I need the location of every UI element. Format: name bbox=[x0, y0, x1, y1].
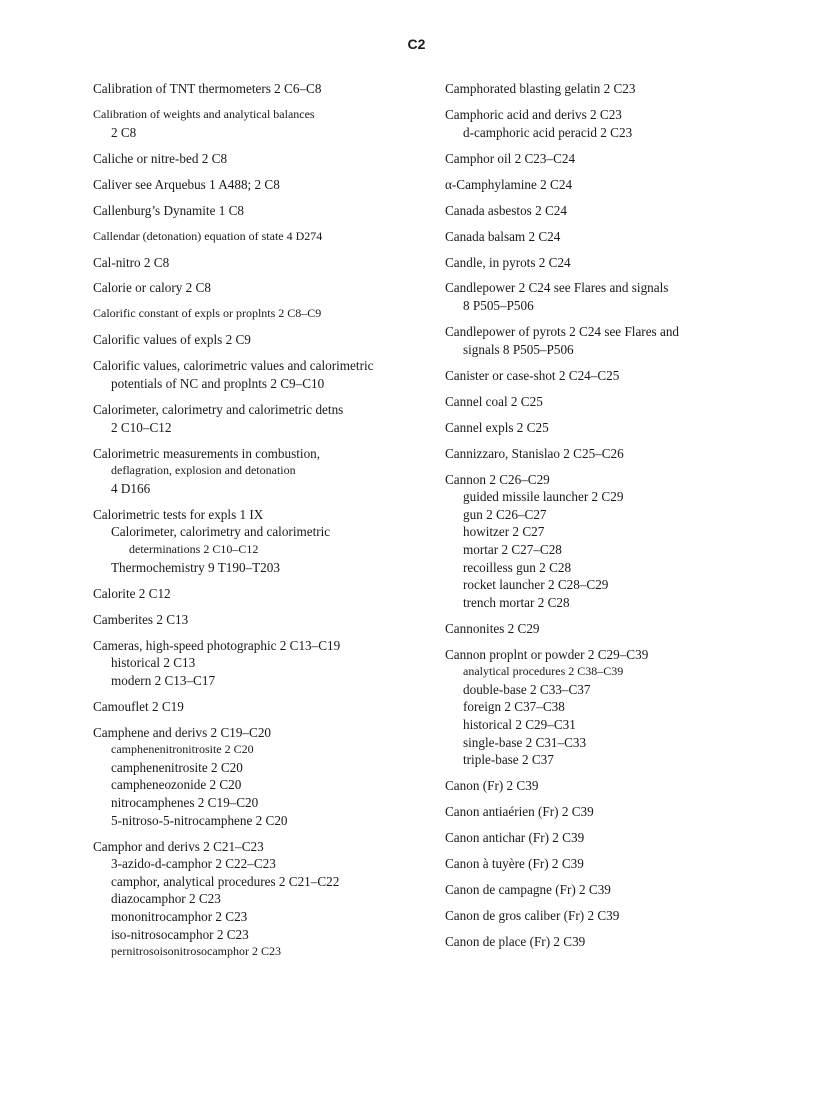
index-heading: Caliver see Arquebus 1 A488; 2 C8 bbox=[93, 176, 280, 192]
index-entry bbox=[445, 367, 775, 385]
index-heading: Canada balsam 2 C24 bbox=[445, 228, 561, 244]
index-subentry: single-base 2 C31–C33 bbox=[463, 734, 587, 750]
index-entry bbox=[93, 150, 423, 168]
index-subentry: deflagration, explosion and detonation bbox=[111, 463, 296, 478]
index-heading: Calorimetric tests for expls 1 IX bbox=[93, 506, 264, 522]
index-heading: Canon de campagne (Fr) 2 C39 bbox=[445, 882, 611, 898]
index-entry bbox=[93, 506, 423, 576]
index-heading: Canon de place (Fr) 2 C39 bbox=[445, 934, 586, 950]
index-subentry: 5-nitroso-5-nitrocamphene 2 C20 bbox=[111, 812, 288, 828]
index-subentry: mortar 2 C27–C28 bbox=[463, 541, 562, 557]
index-entry bbox=[445, 829, 775, 847]
index-subentry: potentials of NC and proplnts 2 C9–C10 bbox=[111, 376, 325, 392]
right-index-column bbox=[445, 80, 775, 959]
index-entry bbox=[93, 202, 423, 220]
index-subentry: pernitrosoisonitrosocamphor 2 C23 bbox=[111, 944, 281, 959]
index-entry bbox=[93, 106, 423, 141]
index-entry bbox=[445, 393, 775, 411]
index-heading: Camouflet 2 C19 bbox=[93, 698, 184, 714]
index-subentry: camphor, analytical procedures 2 C21–C22 bbox=[111, 873, 340, 889]
index-subentry: guided missile launcher 2 C29 bbox=[463, 489, 624, 505]
index-subentry: Calorimeter, calorimetry and calorimetric bbox=[111, 524, 331, 540]
index-heading: Candle, in pyrots 2 C24 bbox=[445, 254, 571, 270]
index-subentry: mononitrocamphor 2 C23 bbox=[111, 908, 248, 924]
index-entry bbox=[93, 80, 423, 98]
index-entry bbox=[445, 855, 775, 873]
index-entry bbox=[93, 698, 423, 716]
index-entry bbox=[93, 637, 423, 690]
index-subentry: 3-azido-d-camphor 2 C22–C23 bbox=[111, 856, 276, 872]
index-entry bbox=[93, 176, 423, 194]
index-heading: Camphene and derivs 2 C19–C20 bbox=[93, 724, 272, 740]
index-entry bbox=[93, 838, 423, 961]
index-heading: Calorimetric measurements in combustion, bbox=[93, 445, 321, 461]
index-subentry: diazocamphor 2 C23 bbox=[111, 891, 221, 907]
index-subentry: camphenenitrosite 2 C20 bbox=[111, 759, 243, 775]
index-heading: Camphor and derivs 2 C21–C23 bbox=[93, 838, 264, 854]
index-subentry: determinations 2 C10–C12 bbox=[129, 541, 259, 556]
index-heading: Canister or case-shot 2 C24–C25 bbox=[445, 367, 620, 383]
index-subentry: modern 2 C13–C17 bbox=[111, 672, 216, 688]
index-heading: Calorie or calory 2 C8 bbox=[93, 280, 211, 296]
index-entry bbox=[93, 305, 423, 323]
index-entry bbox=[445, 150, 775, 168]
index-heading: Canon de gros caliber (Fr) 2 C39 bbox=[445, 908, 620, 924]
index-heading: Callendar (detonation) equation of state 4 D274 bbox=[93, 228, 323, 243]
index-heading: Canon (Fr) 2 C39 bbox=[445, 778, 539, 794]
index-subentry: historical 2 C29–C31 bbox=[463, 717, 576, 733]
index-subentry: 8 P505–P506 bbox=[463, 298, 534, 314]
index-entry bbox=[445, 471, 775, 612]
index-heading: Calorific values of expls 2 C9 bbox=[93, 332, 251, 348]
index-subentry: recoilless gun 2 C28 bbox=[463, 559, 572, 575]
index-heading: Cannizzaro, Stanislao 2 C25–C26 bbox=[445, 445, 624, 461]
index-heading: Camphor oil 2 C23–C24 bbox=[445, 150, 576, 166]
index-heading: Canon à tuyère (Fr) 2 C39 bbox=[445, 856, 584, 872]
index-heading: Camphorated blasting gelatin 2 C23 bbox=[445, 81, 636, 96]
index-subentry: Thermochemistry 9 T190–T203 bbox=[111, 559, 280, 575]
index-entry bbox=[93, 254, 423, 272]
index-heading: Candlepower 2 C24 see Flares and signals bbox=[445, 280, 669, 296]
index-heading: Calibration of TNT thermometers 2 C6–C8 bbox=[93, 81, 322, 96]
index-entry bbox=[445, 620, 775, 638]
index-entry bbox=[93, 585, 423, 603]
index-heading: Cannon proplnt or powder 2 C29–C39 bbox=[445, 646, 649, 662]
index-subentry: foreign 2 C37–C38 bbox=[463, 699, 565, 715]
index-entry bbox=[445, 202, 775, 220]
index-entry bbox=[445, 228, 775, 246]
index-heading: Cameras, high-speed photographic 2 C13–C19 bbox=[93, 637, 341, 653]
index-heading: Cannonites 2 C29 bbox=[445, 620, 540, 636]
page-label: C2 bbox=[407, 36, 426, 52]
index-entry bbox=[445, 106, 775, 141]
index-entry bbox=[445, 646, 775, 769]
index-heading: Canon antichar (Fr) 2 C39 bbox=[445, 830, 585, 846]
index-entry bbox=[445, 279, 775, 314]
index-subentry: camphenenitronitrosite 2 C20 bbox=[111, 742, 254, 757]
index-heading: Canada asbestos 2 C24 bbox=[445, 202, 567, 218]
index-entry bbox=[445, 419, 775, 437]
index-heading: Camphoric acid and derivs 2 C23 bbox=[445, 106, 622, 122]
index-heading: Calorific values, calorimetric values and calorimetric bbox=[93, 358, 374, 374]
index-heading: Canon antiaérien (Fr) 2 C39 bbox=[445, 804, 594, 820]
index-entry bbox=[93, 357, 423, 392]
index-subentry: howitzer 2 C27 bbox=[463, 524, 545, 540]
index-subentry: campheneozonide 2 C20 bbox=[111, 777, 242, 793]
index-entry bbox=[93, 445, 423, 498]
index-subentry: gun 2 C26–C27 bbox=[463, 506, 547, 522]
index-subentry: 2 C8 bbox=[111, 124, 137, 140]
index-entry bbox=[445, 881, 775, 899]
index-subentry: signals 8 P505–P506 bbox=[463, 341, 574, 357]
index-entry bbox=[93, 611, 423, 629]
index-entry bbox=[93, 724, 423, 830]
index-entry bbox=[445, 254, 775, 272]
index-subentry: triple-base 2 C37 bbox=[463, 752, 554, 768]
index-heading: Calorimeter, calorimetry and calorimetric detns bbox=[93, 402, 344, 418]
index-heading: Caliche or nitre-bed 2 C8 bbox=[93, 150, 228, 166]
index-subentry: iso-nitrosocamphor 2 C23 bbox=[111, 926, 249, 942]
index-heading: Calibration of weights and analytical balances bbox=[93, 106, 315, 121]
index-subentry: rocket launcher 2 C28–C29 bbox=[463, 577, 609, 593]
index-heading: Cannel coal 2 C25 bbox=[445, 393, 543, 409]
index-entry bbox=[445, 803, 775, 821]
index-heading: Calorite 2 C12 bbox=[93, 585, 171, 601]
index-heading: Cannon 2 C26–C29 bbox=[445, 471, 550, 487]
index-subentry: historical 2 C13 bbox=[111, 655, 196, 671]
index-subentry: trench mortar 2 C28 bbox=[463, 594, 570, 610]
index-heading: α-Camphylamine 2 C24 bbox=[445, 176, 573, 192]
index-subentry: double-base 2 C33–C37 bbox=[463, 681, 591, 697]
index-heading: Candlepower of pyrots 2 C24 see Flares and bbox=[445, 324, 680, 340]
index-entry bbox=[93, 279, 423, 297]
index-entry bbox=[93, 331, 423, 349]
index-entry bbox=[445, 933, 775, 951]
index-entry bbox=[445, 176, 775, 194]
index-subentry: d-camphoric acid peracid 2 C23 bbox=[463, 124, 633, 140]
index-heading: Camberites 2 C13 bbox=[93, 611, 189, 627]
index-heading: Calorific constant of expls or proplnts 2 C8–C9 bbox=[93, 306, 322, 321]
index-entry bbox=[445, 445, 775, 463]
index-subentry: 2 C10–C12 bbox=[111, 419, 172, 435]
index-entry bbox=[445, 80, 775, 98]
index-entry bbox=[93, 401, 423, 436]
index-subentry: 4 D166 bbox=[111, 480, 151, 496]
index-heading: Cal-nitro 2 C8 bbox=[93, 254, 170, 270]
index-entry bbox=[445, 907, 775, 925]
index-heading: Callenburg’s Dynamite 1 C8 bbox=[93, 202, 245, 218]
index-entry bbox=[445, 777, 775, 795]
index-entry bbox=[93, 228, 423, 246]
index-subentry: analytical procedures 2 C38–C39 bbox=[463, 664, 624, 679]
left-index-column bbox=[93, 80, 423, 969]
index-entry bbox=[445, 323, 775, 358]
index-subentry: nitrocamphenes 2 C19–C20 bbox=[111, 795, 259, 811]
index-heading: Cannel expls 2 C25 bbox=[445, 419, 549, 435]
